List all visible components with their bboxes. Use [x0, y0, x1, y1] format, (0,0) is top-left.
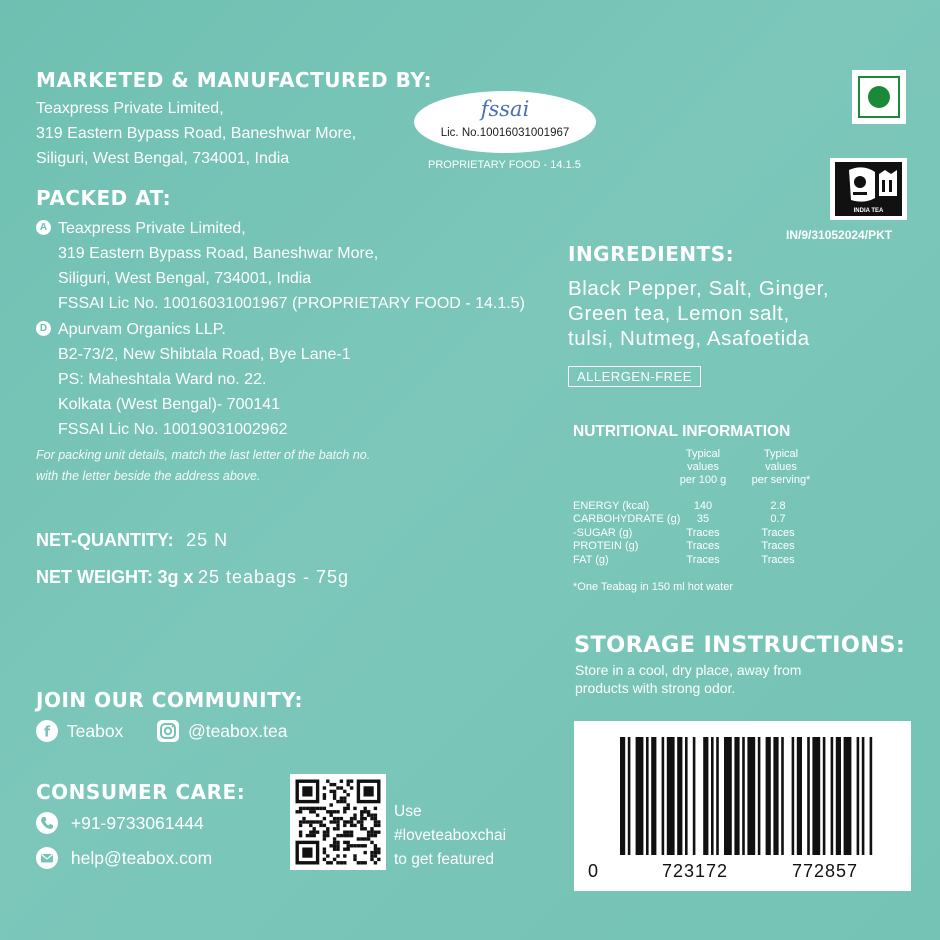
barcode-group-left: 723172: [662, 861, 729, 881]
nutrient-name: -SUGAR (g): [573, 527, 633, 539]
svg-text:f: f: [43, 724, 51, 741]
india-tea-label: INDIA TEA: [853, 208, 884, 214]
header-line: per 100 g: [679, 474, 727, 486]
nutrient-serving: Traces: [761, 554, 795, 566]
allergen-free-badge: ALLERGEN-FREE: [568, 366, 701, 387]
fssai-license: Lic. No.10016031001967: [440, 127, 570, 139]
email-address[interactable]: help@teabox.com: [70, 847, 213, 868]
nutrient-per100: Traces: [686, 554, 720, 566]
ingredients-line: tulsi, Nutmeg, Asafoetida: [568, 327, 810, 350]
unit-d-line: FSSAI Lic No. 10019031002962: [58, 421, 288, 438]
veg-mark-icon: [852, 70, 906, 124]
nutrition-col-serving-header: [743, 448, 819, 487]
phone-number[interactable]: +91-9733061444: [70, 812, 204, 833]
barcode-group-right: 772857: [792, 861, 859, 881]
storage-heading: STORAGE INSTRUCTIONS:: [574, 632, 906, 658]
nutrient-serving: 2.8: [770, 500, 786, 512]
phone-icon: [36, 812, 58, 834]
mail-icon: [36, 847, 58, 869]
india-tea-code: IN/9/31052024/PKT: [786, 228, 893, 242]
facebook-link[interactable]: Teabox: [66, 720, 124, 741]
qr-caption: [394, 800, 506, 872]
header-line: values: [687, 461, 719, 473]
packed-heading: PACKED AT:: [36, 186, 172, 210]
ingredients-line: Black Pepper, Salt, Ginger,: [568, 277, 830, 300]
storage-line: products with strong odor.: [575, 680, 736, 696]
header-line: per serving*: [751, 474, 811, 486]
net-weight: [36, 567, 349, 588]
packing-note-line: with the letter beside the address above.: [36, 469, 261, 483]
unit-a-marker: A: [36, 220, 51, 235]
ingredients-heading: INGREDIENTS:: [568, 242, 735, 266]
facebook-icon[interactable]: [36, 720, 58, 742]
unit-d-line: B2-73/2, New Shibtala Road, Bye Lane-1: [58, 346, 351, 363]
phone-row: [36, 812, 204, 834]
marketed-heading: MARKETED & MANUFACTURED BY:: [36, 68, 432, 92]
net-quantity: [36, 530, 228, 551]
header-line: Typical: [685, 448, 721, 460]
social-links: [36, 720, 287, 742]
nutrient-name: ENERGY (kcal): [573, 500, 650, 512]
instagram-link[interactable]: @teabox.tea: [187, 720, 288, 741]
nutrient-per100: 140: [693, 500, 713, 512]
storage-text: [575, 661, 801, 697]
qr-code-pattern: [290, 774, 386, 870]
net-quantity-value: 25 N: [186, 530, 229, 550]
barcode: [574, 721, 911, 891]
consumer-care-heading: CONSUMER CARE:: [36, 780, 246, 804]
qr-caption-line: to get featured: [394, 851, 494, 868]
serving-footnote: *One Teabag in 150 ml hot water: [573, 581, 734, 593]
ingredients-list: [568, 276, 829, 351]
unit-d-marker: D: [36, 321, 51, 336]
header-line: Typical: [763, 448, 799, 460]
net-weight-label: NET WEIGHT:: [36, 567, 153, 587]
barcode-digit-first: 0: [588, 861, 599, 881]
nutrient-serving: Traces: [761, 527, 795, 539]
nutrient-per100: Traces: [686, 540, 720, 552]
storage-line: Store in a cool, dry place, away from: [575, 662, 802, 678]
marketed-line: Teaxpress Private Limited,: [36, 100, 224, 117]
unit-a-line: FSSAI Lic No. 10016031001967 (PROPRIETARY FOOD - 14.1.5): [58, 295, 525, 312]
email-row: [36, 847, 212, 869]
ingredients-line: Green tea, Lemon salt,: [568, 302, 790, 325]
fssai-logo: fssai: [480, 97, 530, 121]
nutrient-per100: 35: [696, 513, 710, 525]
india-tea-logo: [830, 158, 907, 220]
header-line: values: [765, 461, 797, 473]
nutrient-name: PROTEIN (g): [573, 540, 639, 552]
packing-unit-a: [36, 216, 525, 316]
unit-d-line: Kolkata (West Bengal)- 700141: [58, 396, 281, 413]
unit-a-line: Teaxpress Private Limited,: [58, 220, 246, 237]
packing-unit-d: [36, 317, 351, 442]
unit-d-line: Apurvam Organics LLP.: [58, 321, 226, 338]
nutrient-name: FAT (g): [573, 554, 609, 566]
marketed-line: 319 Eastern Bypass Road, Baneshwar More,: [36, 125, 357, 142]
nutrient-per100: Traces: [686, 527, 720, 539]
net-weight-rest: 25 teabags - 75g: [197, 567, 350, 587]
packing-note-line: For packing unit details, match the last letter of the batch no.: [36, 448, 371, 462]
community-heading: JOIN OUR COMMUNITY:: [36, 688, 303, 712]
net-weight-value: 3g x: [157, 567, 194, 587]
qr-code[interactable]: [290, 774, 386, 870]
barcode-bars: [574, 721, 911, 861]
unit-d-line: PS: Maheshtala Ward no. 22.: [58, 371, 267, 388]
net-quantity-label: NET-QUANTITY:: [36, 530, 174, 550]
nutrient-name: CARBOHYDRATE (g): [573, 513, 681, 525]
nutrient-serving: Traces: [761, 540, 795, 552]
nutrient-serving: 0.7: [770, 513, 786, 525]
unit-a-line: Siliguri, West Bengal, 734001, India: [58, 270, 312, 287]
instagram-icon[interactable]: [157, 720, 179, 742]
packing-note: [36, 445, 370, 487]
fssai-category: PROPRIETARY FOOD - 14.1.5: [428, 159, 581, 171]
qr-hashtag: #loveteaboxchai: [394, 827, 507, 844]
fssai-badge: [414, 91, 596, 153]
marketed-address: [36, 96, 356, 171]
unit-a-line: 319 Eastern Bypass Road, Baneshwar More,: [58, 245, 379, 262]
nutrition-title: NUTRITIONAL INFORMATION: [573, 423, 791, 440]
nutrition-col-per100-header: [673, 448, 733, 487]
marketed-line: Siliguri, West Bengal, 734001, India: [36, 150, 290, 167]
qr-caption-line: Use: [394, 803, 422, 820]
